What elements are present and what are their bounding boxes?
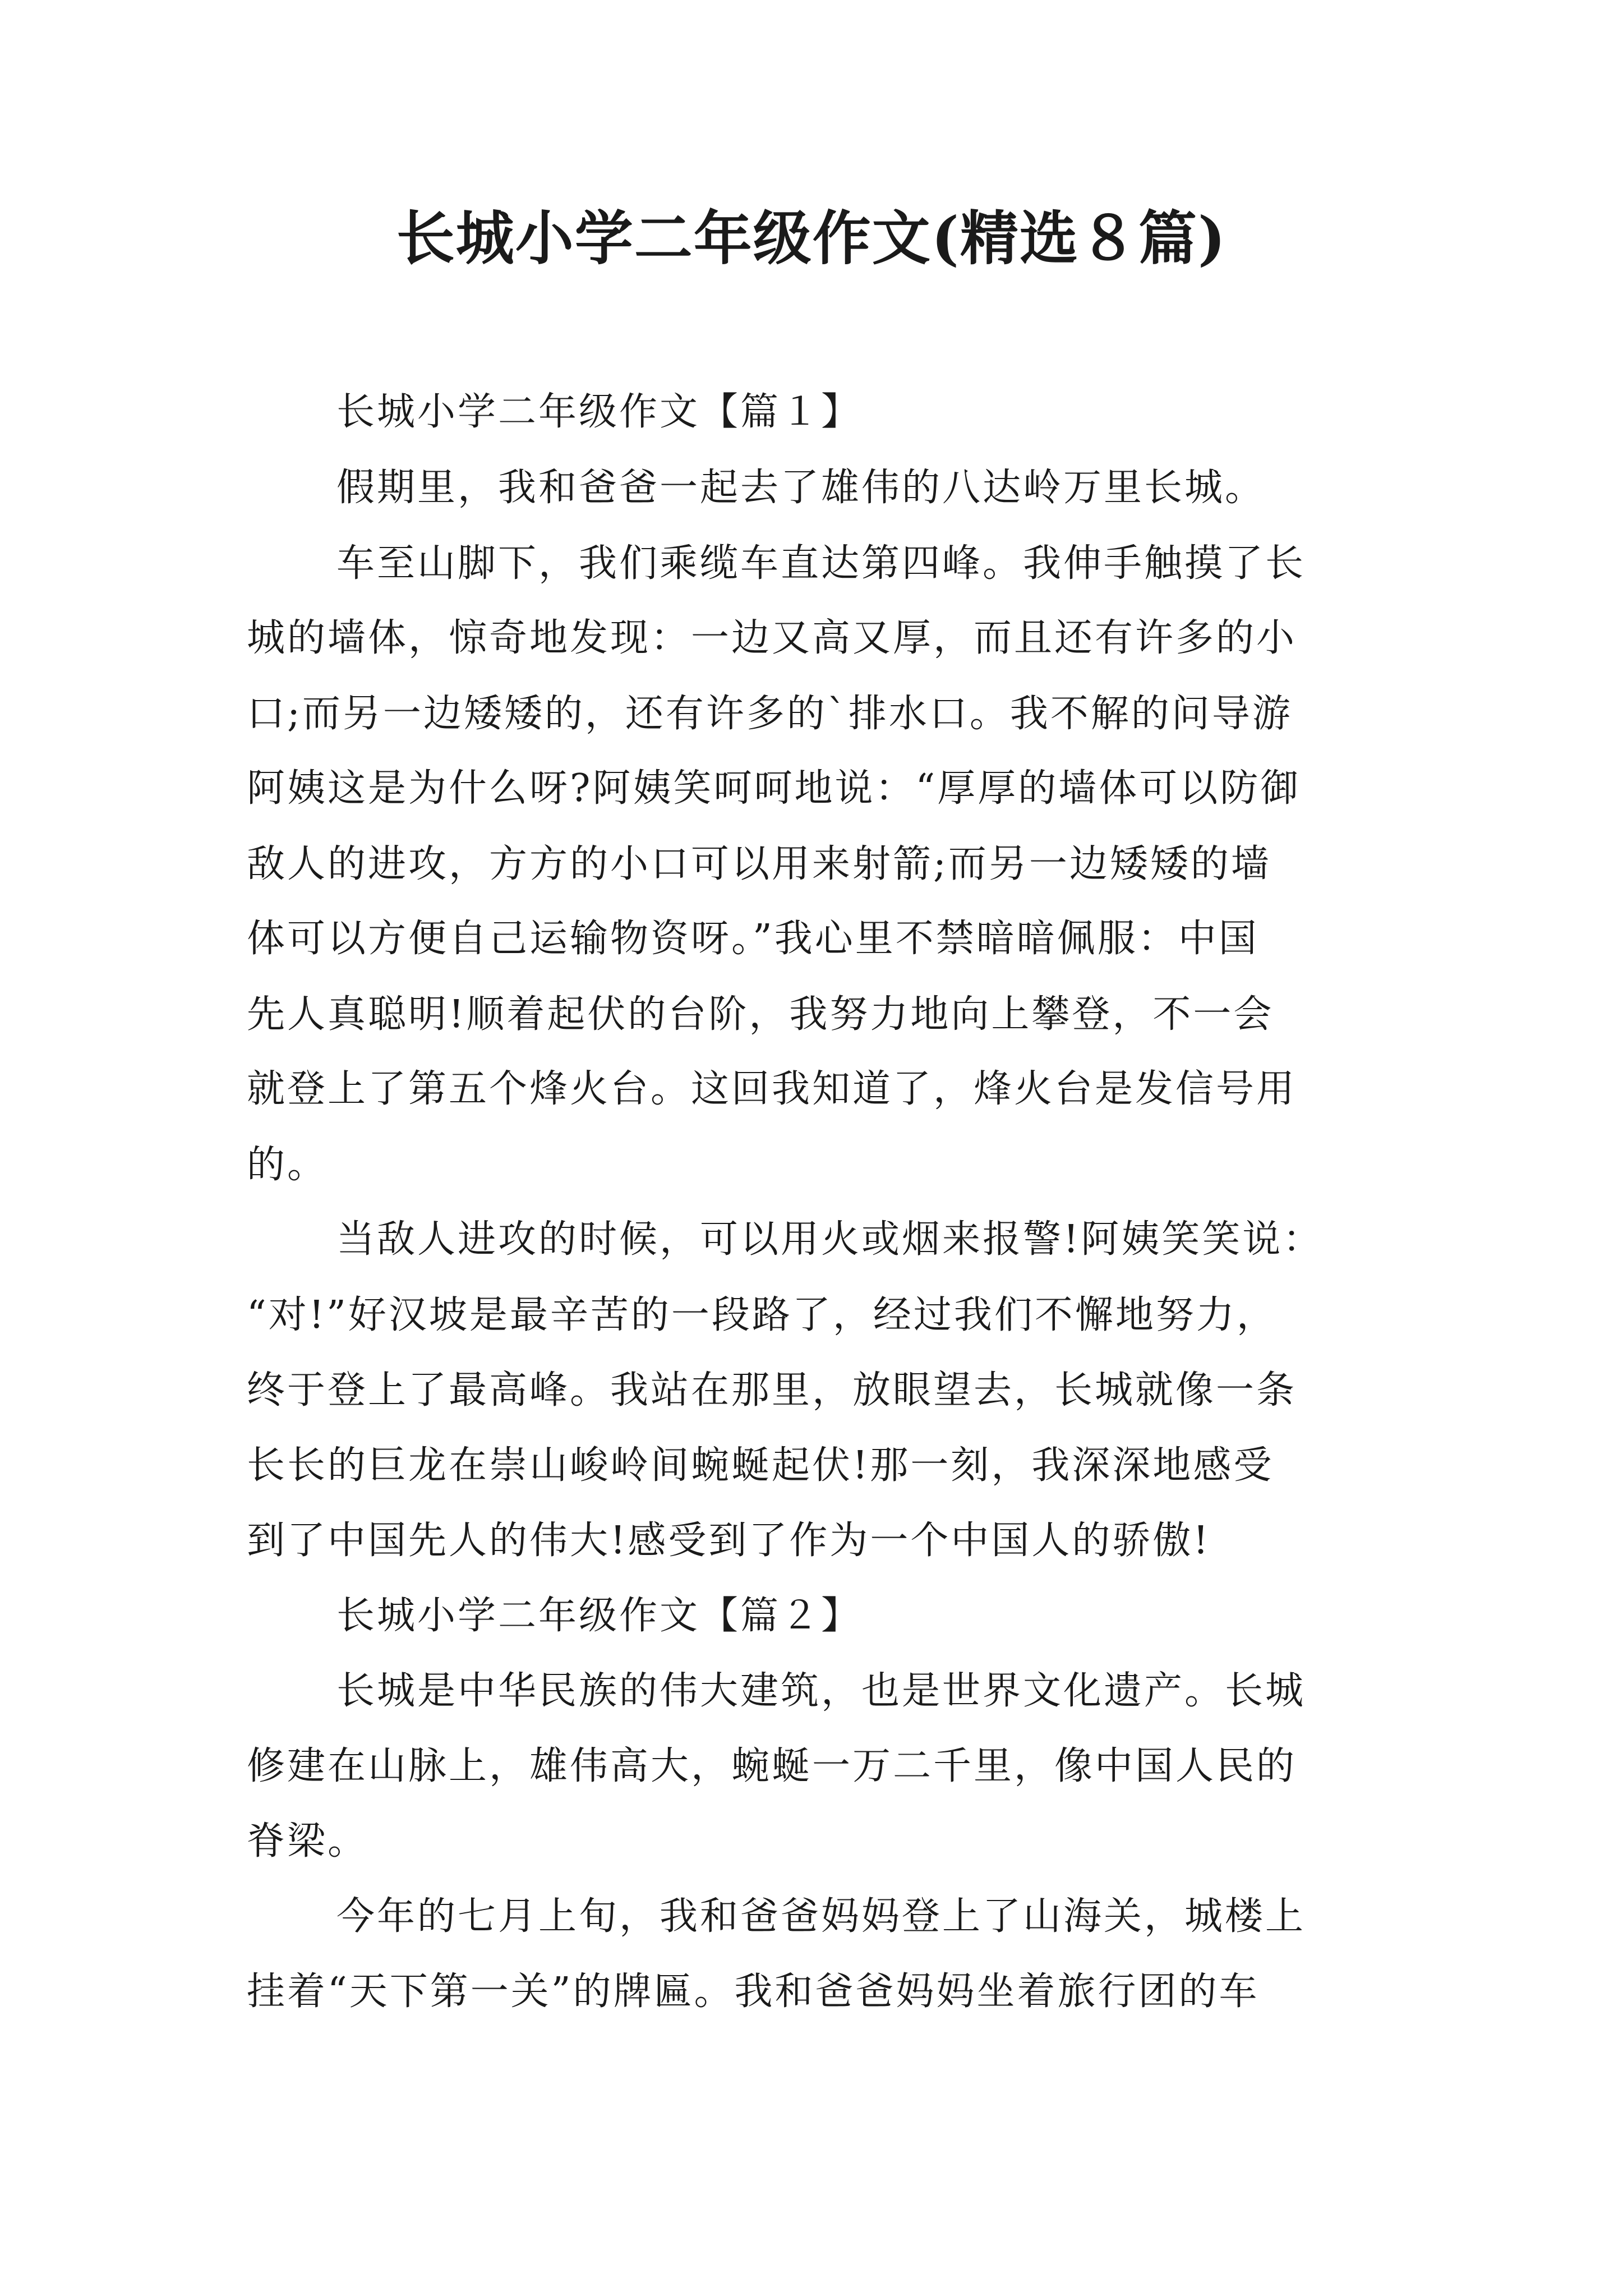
paragraph-line: 敌人的进攻，方方的小口可以用来射箭;而另一边矮矮的墙: [247, 842, 1271, 886]
document-title: 长城小学二年级作文(精选８篇): [396, 204, 1227, 273]
paragraph-line: 口;而另一边矮矮的，还有许多的`排水口。我不解的问导游: [247, 692, 1293, 736]
paragraph-line: 长长的巨龙在崇山峻岭间蜿蜒起伏!那一刻，我深深地感受: [247, 1443, 1274, 1488]
paragraph-line: 脊梁。: [247, 1819, 368, 1864]
paragraph-line: 终于登上了最高峰。我站在那里，放眼望去，长城就像一条: [247, 1368, 1297, 1412]
section-heading-1: 长城小学二年级作文【篇１】: [336, 390, 862, 434]
paragraph-line: 今年的七月上旬，我和爸爸妈妈登上了山海关，城楼上: [336, 1894, 1306, 1939]
paragraph-line: 就登上了第五个烽火台。这回我知道了，烽火台是发信号用: [247, 1067, 1297, 1111]
section-heading-2: 长城小学二年级作文【篇２】: [336, 1594, 862, 1638]
paragraph-line: 挂着“天下第一关”的牌匾。我和爸爸妈妈坐着旅行团的车: [247, 1970, 1260, 2014]
paragraph-line: 城的墙体，惊奇地发现：一边又高又厚，而且还有许多的小: [247, 616, 1297, 660]
paragraph-line: “对!”好汉坡是最辛苦的一段路了，经过我们不懈地努力，: [247, 1293, 1277, 1337]
paragraph-line: 体可以方便自己运输物资呀。”我心里不禁暗暗佩服：中国: [247, 917, 1259, 961]
paragraph-line: 阿姨这是为什么呀?阿姨笑呵呵地说：“厚厚的墙体可以防御: [247, 766, 1301, 811]
paragraph-line: 当敌人进攻的时候，可以用火或烟来报警!阿姨笑笑说：: [336, 1217, 1324, 1262]
paragraph-line: 修建在山脉上，雄伟高大，蜿蜒一万二千里，像中国人民的: [247, 1744, 1297, 1788]
paragraph-line: 假期里，我和爸爸一起去了雄伟的八达岭万里长城。: [336, 466, 1266, 510]
paragraph-line: 的。: [247, 1143, 328, 1187]
paragraph-line: 到了中国先人的伟大!感受到了作为一个中国人的骄傲!: [247, 1519, 1211, 1563]
paragraph-line: 长城是中华民族的伟大建筑，也是世界文化遗产。长城: [336, 1669, 1306, 1713]
paragraph-line: 先人真聪明!顺着起伏的台阶，我努力地向上攀登，不一会: [247, 992, 1274, 1037]
paragraph-line: 车至山脚下，我们乘缆车直达第四峰。我伸手触摸了长: [336, 541, 1306, 586]
